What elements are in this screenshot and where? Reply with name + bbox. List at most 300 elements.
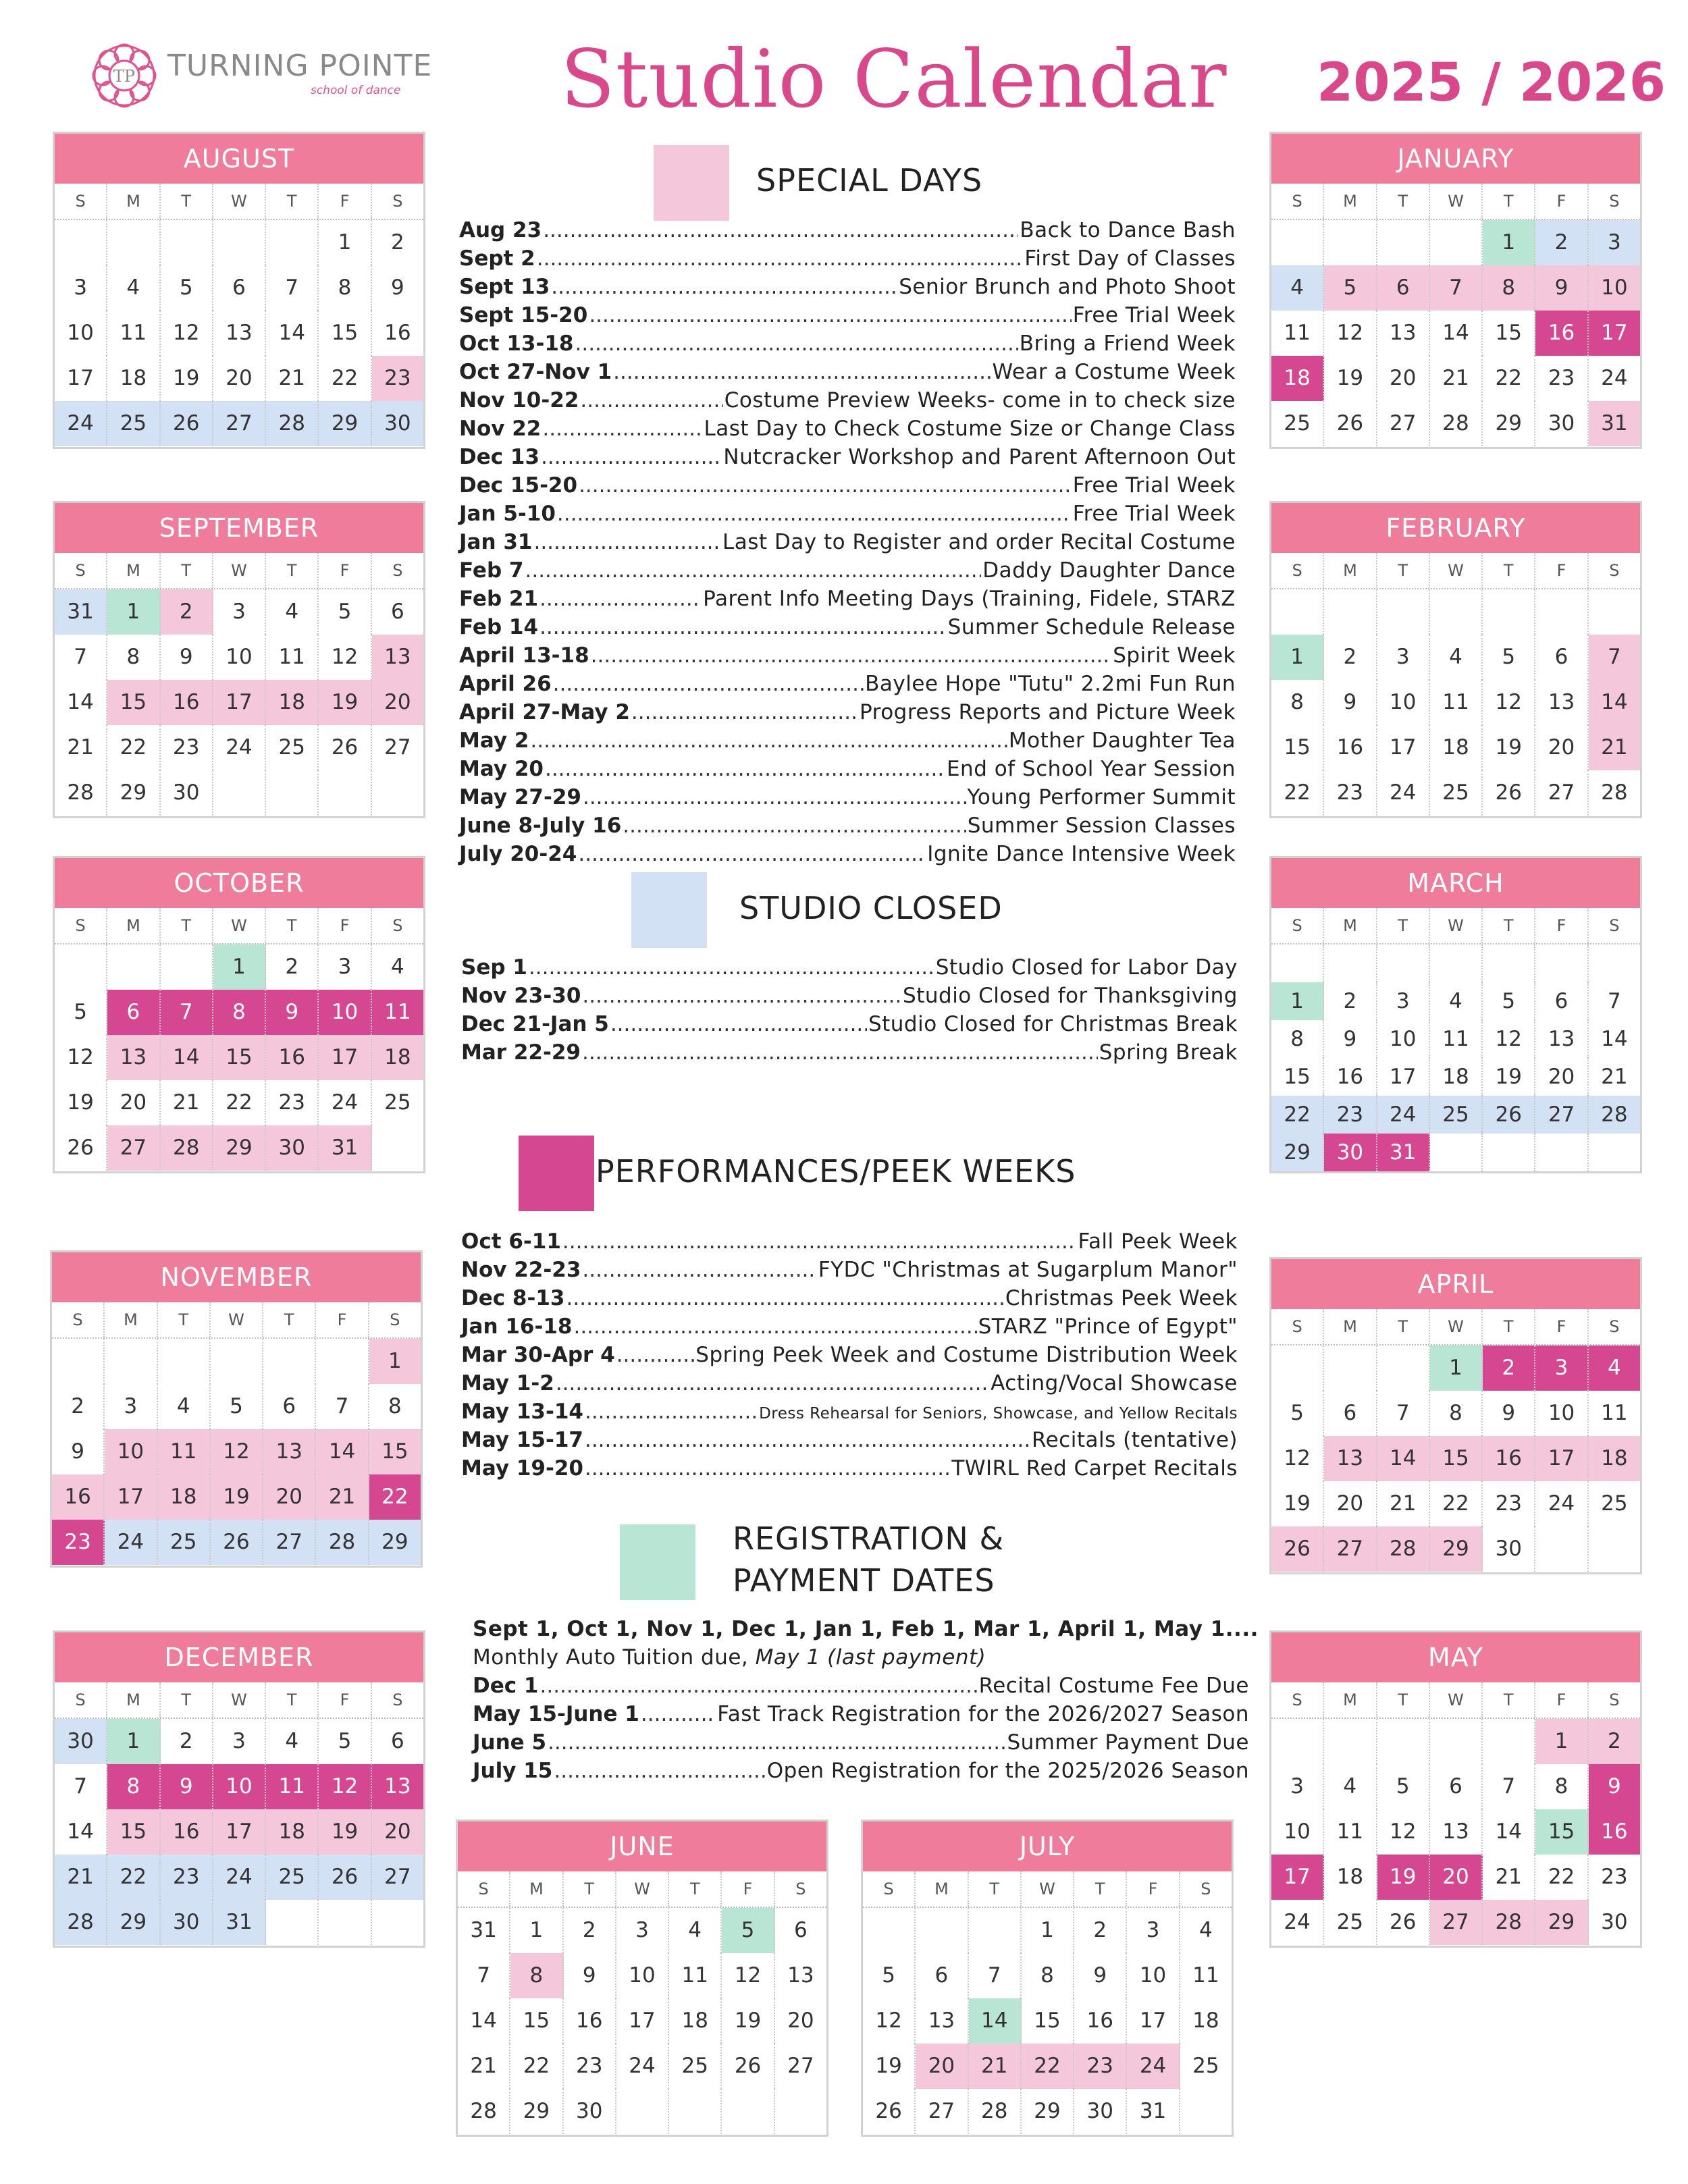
day-cell: 8 (319, 265, 371, 311)
day-cell: 9 (161, 1764, 213, 1809)
weekday-label: S (52, 1302, 105, 1337)
day-cell: 12 (1271, 1436, 1324, 1481)
day-cell: 28 (55, 770, 107, 816)
weekday-label: S (55, 553, 107, 588)
empty-day-cell (775, 2089, 826, 2134)
day-cell: 3 (105, 1384, 157, 1429)
event-description: Back to Dance Bash (1020, 218, 1236, 242)
empty-day-cell (1324, 220, 1377, 265)
event-date: May 20 (459, 757, 544, 781)
week-row (52, 1339, 421, 1384)
day-cell: 22 (1271, 1096, 1324, 1134)
weekday-label: M (510, 1871, 563, 1907)
day-cell: 28 (1430, 401, 1483, 446)
calendar-july (861, 1819, 1234, 2137)
day-cell: 4 (266, 1719, 319, 1764)
weekday-label: S (392, 192, 403, 211)
event-description: Dress Rehearsal for Seniors, Showcase, and Yellow Recitals (759, 1405, 1238, 1422)
event-date: July 20-24 (459, 842, 577, 866)
event-description: Baylee Hope "Tutu" 2.2mi Fun Run (865, 672, 1236, 696)
day-cell: 18 (1324, 1855, 1377, 1900)
day-cell: 19 (319, 1809, 371, 1855)
dot-leader (548, 1728, 1005, 1757)
week-row (1271, 356, 1640, 401)
day-cell: 18 (1192, 2008, 1219, 2033)
weekday-label: T (1377, 1309, 1430, 1344)
weekday-label: F (722, 1871, 774, 1907)
day-cell: 17 (213, 680, 266, 725)
day-cell: 18 (1430, 725, 1483, 770)
event-description: Last Day to Register and order Recital Costume (722, 530, 1236, 554)
day-cell: 9 (1589, 1764, 1640, 1809)
day-cell: 6 (916, 1953, 968, 1998)
empty-day-cell (319, 770, 371, 816)
day-cell: 29 (1483, 401, 1535, 446)
dot-leader (579, 471, 1072, 500)
day-cell: 16 (1324, 725, 1377, 770)
week-row (55, 680, 423, 725)
empty-day-cell (266, 770, 319, 816)
day-cell: 23 (161, 1855, 213, 1900)
event-row (459, 415, 1236, 443)
weekday-label: S (392, 561, 403, 580)
day-cell: 28 (266, 401, 319, 446)
dot-leader (585, 1454, 950, 1483)
event-row (473, 1700, 1249, 1728)
day-cell: 5 (722, 1908, 774, 1953)
day-cell: 25 (266, 725, 319, 770)
empty-day-cell (1483, 1719, 1535, 1764)
day-cell: 26 (1483, 770, 1535, 816)
weekday-label: S (390, 1310, 400, 1329)
dot-leader (585, 1397, 758, 1426)
day-cell: 18 (266, 680, 319, 725)
week-row (55, 1855, 423, 1900)
day-cell: 22 (1271, 770, 1324, 816)
empty-day-cell (161, 220, 213, 265)
week-row (55, 356, 423, 401)
week-row (1271, 1855, 1640, 1900)
day-cell: 15 (510, 1998, 563, 2044)
day-cell: 6 (213, 265, 266, 311)
day-cell: 8 (1022, 1953, 1074, 1998)
day-cell: 14 (969, 1998, 1022, 2044)
empty-day-cell (1430, 589, 1483, 635)
day-cell: 17 (1535, 1436, 1588, 1481)
empty-day-cell (1483, 589, 1535, 635)
day-cell: 11 (669, 1953, 722, 1998)
week-row (55, 1900, 423, 1945)
event-description: Spring Break (1099, 1040, 1238, 1065)
day-cell: 2 (1324, 635, 1377, 680)
week-row (863, 2089, 1232, 2134)
day-cell: 16 (384, 321, 411, 345)
day-cell: 16 (52, 1474, 105, 1520)
day-cell: 24 (1377, 770, 1430, 816)
day-cell: 23 (1074, 2044, 1127, 2089)
day-cell: 6 (390, 600, 404, 624)
event-date: Sept 13 (459, 275, 550, 299)
weekday-row (1271, 553, 1640, 589)
day-cell: 16 (161, 680, 213, 725)
week-row (1271, 635, 1640, 680)
dot-leader (582, 1256, 816, 1284)
day-cell: 26 (1271, 1526, 1324, 1572)
weekday-label: M (1324, 1682, 1377, 1717)
day-cell: 11 (107, 311, 160, 356)
event-description: Last Day to Check Costume Size or Change Class (704, 417, 1236, 441)
week-row (1271, 1096, 1640, 1134)
dot-leader (533, 528, 721, 556)
event-date: Dec 13 (459, 445, 540, 469)
weekday-label: T (266, 184, 319, 219)
weekday-label: W (213, 553, 266, 588)
dot-leader (525, 556, 982, 585)
day-cell: 10 (213, 635, 266, 680)
empty-day-cell (1271, 1719, 1324, 1764)
performances-swatch (519, 1136, 594, 1211)
day-cell: 10 (1535, 1391, 1588, 1436)
empty-day-cell (1430, 1719, 1483, 1764)
day-cell: 12 (211, 1429, 263, 1474)
day-cell: 8 (213, 990, 266, 1035)
day-cell: 1 (1535, 1719, 1588, 1764)
day-cell: 2 (1324, 982, 1377, 1020)
day-cell: 24 (105, 1520, 157, 1565)
studio-closed-title: STUDIO CLOSED (739, 890, 1003, 926)
dot-leader (542, 415, 702, 443)
event-date: Nov 23-30 (461, 984, 581, 1008)
day-cell: 5 (1483, 635, 1535, 680)
empty-day-cell (1180, 2089, 1232, 2134)
month-header: AUGUST (55, 134, 423, 184)
week-row (1271, 1436, 1640, 1481)
day-cell: 30 (55, 1719, 107, 1764)
day-cell: 6 (1535, 635, 1588, 680)
empty-day-cell (1589, 944, 1640, 982)
month-header: JUNE (458, 1821, 826, 1871)
event-date: Dec 8-13 (461, 1286, 565, 1310)
registration-title-line1: REGISTRATION & (733, 1520, 1005, 1557)
day-cell: 17 (1127, 1998, 1180, 2044)
empty-day-cell (266, 1900, 319, 1945)
day-cell: 14 (161, 1035, 213, 1080)
empty-day-cell (158, 1339, 211, 1384)
day-cell: 31 (213, 1900, 266, 1945)
day-cell: 10 (213, 1764, 266, 1809)
day-cell: 24 (1377, 1096, 1430, 1134)
empty-day-cell (105, 1339, 157, 1384)
empty-day-cell (1430, 944, 1483, 982)
event-description: Daddy Daughter Dance (982, 558, 1236, 583)
day-cell: 15 (1271, 1058, 1324, 1096)
day-cell: 18 (266, 1809, 319, 1855)
day-cell: 6 (1324, 1391, 1377, 1436)
calendar-october (53, 856, 425, 1173)
day-cell: 25 (266, 1855, 319, 1900)
event-date: July 15 (473, 1759, 553, 1783)
special-days-list (459, 216, 1236, 868)
weekday-label: M (105, 1302, 157, 1337)
day-cell: 13 (1535, 680, 1588, 725)
weekday-label: T (1377, 1682, 1430, 1717)
event-row (459, 273, 1236, 301)
weekday-label: S (1609, 561, 1620, 580)
event-row (459, 726, 1236, 755)
day-cell: 27 (1324, 1526, 1377, 1572)
season-year: 2025 / 2026 (1317, 53, 1666, 113)
day-cell: 28 (1589, 1096, 1640, 1134)
event-row (459, 301, 1236, 329)
day-cell: 18 (158, 1474, 211, 1520)
event-description: Wear a Costume Week (992, 360, 1236, 384)
event-row (473, 1728, 1249, 1757)
dot-leader (578, 840, 926, 868)
weekday-label: S (1609, 1317, 1620, 1336)
empty-day-cell (1430, 220, 1483, 265)
weekday-label: S (1609, 1690, 1620, 1709)
day-cell: 25 (158, 1520, 211, 1565)
day-cell: 10 (105, 1429, 157, 1474)
day-cell: 3 (1377, 982, 1430, 1020)
day-cell: 3 (616, 1908, 669, 1953)
event-date: Oct 13-18 (459, 331, 574, 356)
day-cell: 20 (372, 1809, 423, 1855)
page-title: Studio Calendar (560, 32, 1228, 126)
day-cell: 13 (1377, 311, 1430, 356)
day-cell: 9 (1324, 680, 1377, 725)
weekday-label: S (1271, 553, 1324, 588)
monthly-tuition-dates: Sept 1, Oct 1, Nov 1, Dec 1, Jan 1, Feb 1, Mar 1, April 1, May 1.... (473, 1617, 1259, 1641)
week-row (55, 1125, 423, 1171)
event-row (461, 1256, 1238, 1284)
day-cell: 8 (107, 1764, 160, 1809)
day-cell: 1 (1271, 982, 1324, 1020)
day-cell: 23 (52, 1520, 105, 1565)
weekday-row (55, 1682, 423, 1719)
day-cell: 13 (1535, 1020, 1588, 1058)
calendar-june (456, 1819, 828, 2137)
week-row (55, 311, 423, 356)
day-cell: 5 (55, 990, 107, 1035)
event-date: May 15-17 (461, 1428, 583, 1452)
week-row (1271, 265, 1640, 311)
day-cell: 13 (1430, 1809, 1483, 1855)
day-cell: 23 (1601, 1865, 1628, 1889)
day-cell: 13 (107, 1035, 160, 1080)
weekday-row (1271, 1309, 1640, 1346)
weekday-row (55, 908, 423, 944)
day-cell: 2 (390, 230, 404, 255)
day-cell: 14 (1589, 680, 1640, 725)
event-date: Jan 16-18 (461, 1314, 573, 1339)
week-row (1271, 982, 1640, 1020)
event-row (459, 698, 1236, 726)
day-cell: 30 (1324, 1134, 1377, 1171)
event-row (459, 358, 1236, 386)
day-cell: 10 (1589, 265, 1640, 311)
monthly-tuition-note (473, 1643, 1249, 1672)
event-description: Free Trial Week (1072, 473, 1236, 498)
day-cell: 16 (1589, 1809, 1640, 1855)
week-row (1271, 1058, 1640, 1096)
calendar-september (53, 501, 425, 818)
week-row (1271, 1809, 1640, 1855)
day-cell: 21 (55, 725, 107, 770)
week-row (1271, 1134, 1640, 1171)
day-cell: 26 (1324, 401, 1377, 446)
day-cell: 12 (1483, 680, 1535, 725)
day-cell: 26 (722, 2044, 774, 2089)
day-cell: 4 (107, 265, 160, 311)
weekday-label: S (55, 1682, 107, 1717)
calendar-november (50, 1250, 423, 1568)
weekday-label: T (564, 1871, 616, 1907)
day-cell: 15 (1022, 1998, 1074, 2044)
day-cell: 2 (161, 1719, 213, 1764)
weekday-row (55, 184, 423, 220)
day-cell: 18 (1430, 1058, 1483, 1096)
day-cell: 30 (1074, 2089, 1127, 2134)
week-row (55, 1719, 423, 1764)
day-cell: 16 (161, 1809, 213, 1855)
event-date: Mar 22-29 (461, 1040, 581, 1065)
week-row (1271, 589, 1640, 635)
weekday-label: M (1324, 1309, 1377, 1344)
event-row (459, 471, 1236, 500)
event-description: Studio Closed for Christmas Break (868, 1012, 1238, 1036)
day-cell: 27 (372, 1855, 423, 1900)
dot-leader (583, 783, 966, 811)
day-cell: 11 (1430, 680, 1483, 725)
day-cell: 9 (266, 990, 319, 1035)
day-cell: 6 (1535, 982, 1588, 1020)
weekday-label: F (1127, 1871, 1180, 1907)
empty-day-cell (1271, 944, 1324, 982)
day-cell: 24 (1127, 2044, 1180, 2089)
empty-day-cell (319, 1900, 371, 1945)
day-cell: 1 (1022, 1908, 1074, 1953)
day-cell: 21 (458, 2044, 510, 2089)
dot-leader (623, 811, 966, 840)
day-cell: 16 (1074, 1998, 1127, 2044)
day-cell: 31 (1127, 2089, 1180, 2134)
day-cell: 7 (55, 1764, 107, 1809)
day-cell: 20 (107, 1080, 160, 1125)
week-row (1271, 1764, 1640, 1809)
event-description: Recitals (tentative) (1031, 1428, 1238, 1452)
day-cell: 29 (1535, 1900, 1588, 1945)
empty-day-cell (1483, 1134, 1535, 1171)
dot-leader (616, 1341, 695, 1369)
day-cell: 18 (1589, 1436, 1640, 1481)
logo-subtitle: school of dance (311, 84, 401, 97)
event-row (461, 1426, 1238, 1454)
day-cell: 7 (1430, 265, 1483, 311)
performances-list (461, 1227, 1238, 1483)
event-date: June 5 (473, 1730, 547, 1755)
day-cell: 7 (1607, 989, 1621, 1013)
day-cell: 22 (510, 2044, 563, 2089)
week-row (1271, 1346, 1640, 1391)
event-date: Feb 21 (459, 587, 539, 611)
day-cell: 15 (319, 311, 371, 356)
day-cell: 14 (1483, 1809, 1535, 1855)
day-cell: 28 (316, 1520, 369, 1565)
day-cell: 9 (1324, 1020, 1377, 1058)
empty-day-cell (1377, 1719, 1430, 1764)
registration-list (473, 1615, 1259, 1785)
week-row (55, 635, 423, 680)
week-row (52, 1474, 421, 1520)
event-description: Summer Schedule Release (947, 615, 1236, 639)
day-cell: 19 (722, 1998, 774, 2044)
week-row (1271, 1719, 1640, 1764)
day-cell: 1 (1271, 635, 1324, 680)
event-row (461, 1454, 1238, 1483)
week-row (1271, 680, 1640, 725)
day-cell: 13 (372, 1764, 423, 1809)
event-row (461, 953, 1238, 982)
event-row (459, 500, 1236, 528)
day-cell: 30 (1483, 1526, 1535, 1572)
day-cell: 9 (564, 1953, 616, 1998)
weekday-label: M (107, 1682, 160, 1717)
day-cell: 28 (161, 1125, 213, 1171)
weekday-label: S (795, 1880, 806, 1898)
day-cell: 31 (1377, 1134, 1430, 1171)
event-date: June 8-July 16 (459, 814, 622, 838)
event-date: Sep 1 (461, 955, 527, 980)
weekday-label: W (1022, 1871, 1074, 1907)
event-date: Nov 22 (459, 417, 542, 441)
weekday-label: T (263, 1302, 316, 1337)
day-cell: 8 (1271, 680, 1324, 725)
event-date: May 27-29 (459, 785, 581, 809)
weekday-label: M (1324, 553, 1377, 588)
weekday-label: W (213, 1682, 266, 1717)
empty-day-cell (161, 944, 213, 990)
logo (88, 39, 433, 117)
empty-day-cell (916, 1908, 968, 1953)
day-cell: 23 (1535, 356, 1588, 401)
week-row (55, 725, 423, 770)
day-cell: 20 (916, 2044, 968, 2089)
calendar-december (53, 1630, 425, 1948)
event-description: Spring Peek Week and Costume Distribution Week (695, 1343, 1238, 1367)
monthly-tuition-text: Monthly Auto Tuition due, (473, 1645, 756, 1670)
day-cell: 24 (616, 2044, 669, 2089)
day-cell: 18 (1271, 356, 1324, 401)
day-cell: 14 (1430, 311, 1483, 356)
day-cell: 28 (458, 2089, 510, 2134)
empty-day-cell (1535, 1526, 1588, 1572)
day-cell: 18 (107, 356, 160, 401)
event-description: Free Trial Week (1072, 502, 1236, 526)
empty-day-cell (669, 2089, 722, 2134)
event-row (459, 244, 1236, 273)
day-cell: 17 (1589, 311, 1640, 356)
weekday-label: W (1430, 184, 1483, 219)
day-cell: 15 (1430, 1436, 1483, 1481)
event-description: End of School Year Session (946, 757, 1236, 781)
weekday-row (52, 1302, 421, 1339)
weekday-label: M (107, 908, 160, 943)
day-cell: 25 (1601, 1491, 1628, 1516)
event-row (473, 1672, 1249, 1700)
day-cell: 8 (510, 1953, 563, 1998)
week-row (863, 2044, 1232, 2089)
